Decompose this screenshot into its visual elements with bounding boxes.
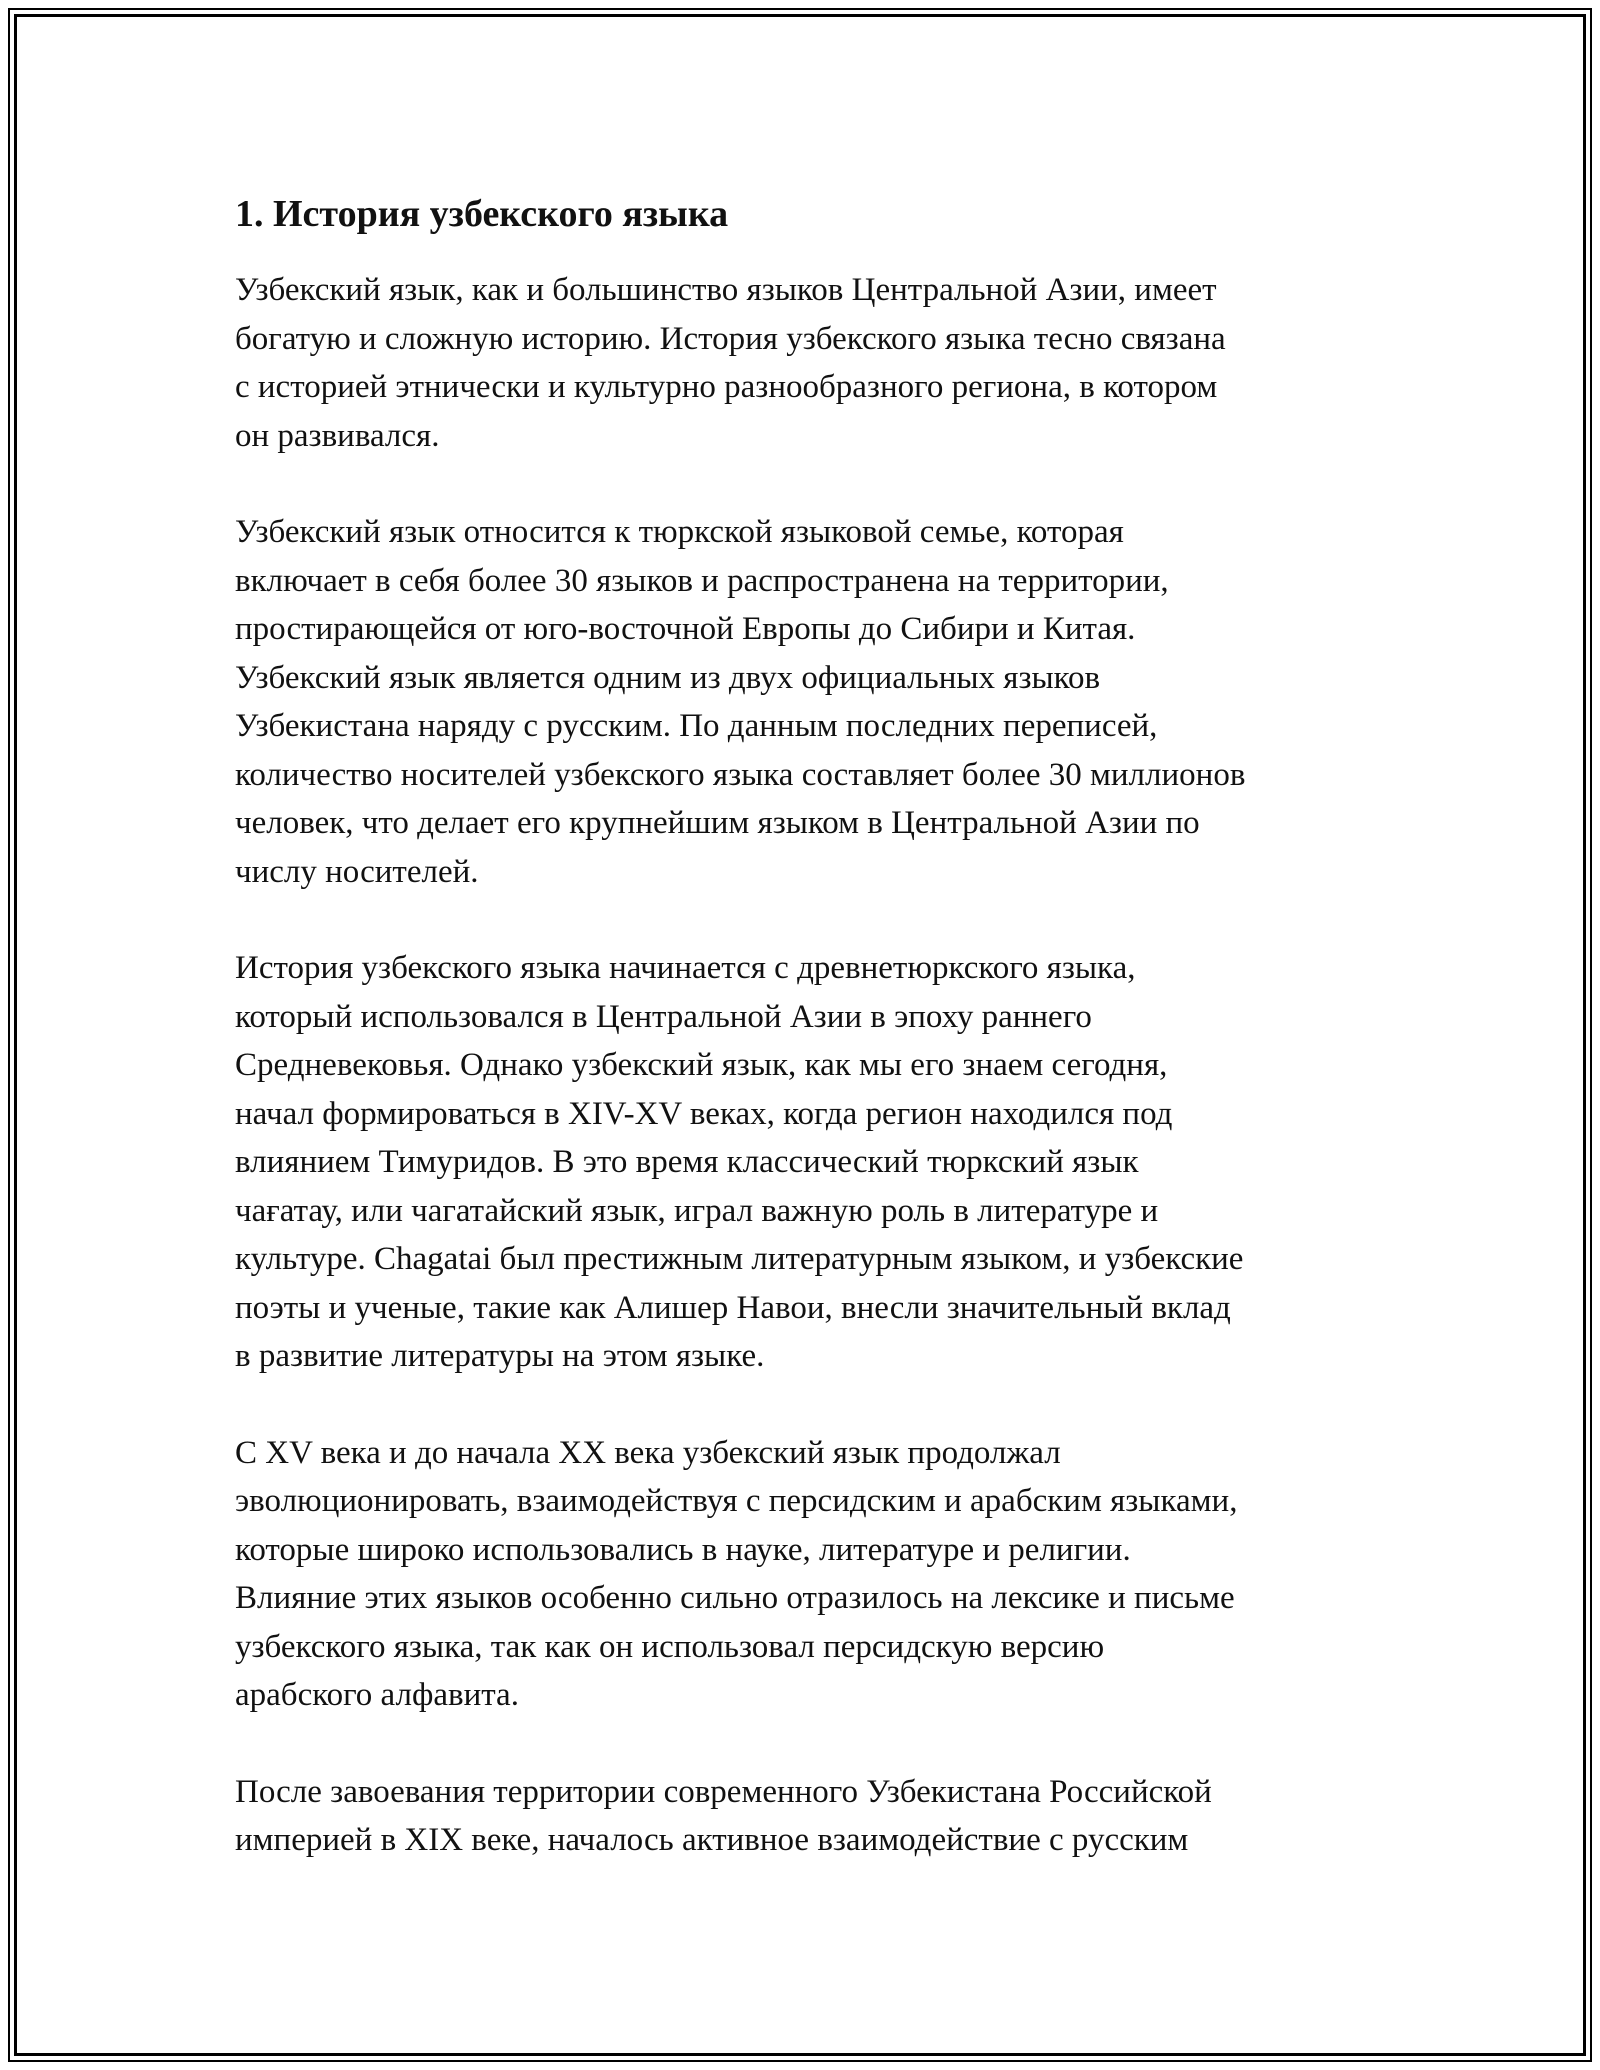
document-body [235,188,1375,1913]
text-line: империей в XIX веке, началось активное взаимодействие с русским [235,1822,1189,1858]
paragraph-2 [235,508,1375,896]
text-line: Средневековья. Однако узбекский язык, как мы его знаем сегодня, [235,1047,1168,1083]
paragraph-5 [235,1768,1375,1865]
text-line: История узбекского языка начинается с древнетюркского языка, [235,950,1136,986]
text-line: Узбекский язык, как и большинство языков Центральной Азии, имеет [235,272,1217,308]
text-line: в развитие литературы на этом языке. [235,1338,765,1374]
text-line: человек, что делает его крупнейшим языком в Центральной Азии по [235,805,1200,841]
text-line: эволюционировать, взаимодействуя с персидским и арабским языками, [235,1483,1238,1519]
text-line: количество носителей узбекского языка составляет более 30 миллионов [235,756,1246,793]
text-line: начал формироваться в XIV-XV веках, когда регион находился под [235,1095,1173,1132]
text-line: арабского алфавита. [235,1677,519,1713]
text-line: После завоевания территории современного Узбекистана Российской [235,1773,1212,1810]
paragraph-3 [235,944,1375,1381]
text-line: влиянием Тимуридов. В это время классический тюркский язык [235,1144,1139,1180]
text-line: включает в себя более 30 языков и распространена на территории, [235,562,1169,599]
text-line: Влияние этих языков особенно сильно отразилось на лексике и письме [235,1580,1235,1616]
paragraph-4 [235,1429,1375,1720]
text-line: с историей этнически и культурно разнообразного региона, в котором [235,369,1218,405]
text-line: Узбекский язык является одним из двух официальных языков [235,659,1101,696]
text-line: чағатау, или чагатайский язык, играл важную роль в литературе и [235,1192,1159,1229]
text-line: Узбекский язык относится к тюркской языковой семье, которая [235,514,1124,550]
text-line: простирающейся от юго-восточной Европы до Сибири и Китая. [235,611,1136,647]
paragraph-1 [235,266,1375,460]
text-line: которые широко использовались в науке, литературе и религии. [235,1531,1131,1568]
text-line: он развивался. [235,417,440,454]
text-line: богатую и сложную историю. История узбекского языка тесно связана [235,320,1226,357]
text-line: поэты и ученые, такие как Алишер Навои, внесли значительный вклад [235,1289,1231,1326]
text-line: культуре. Chagatai был престижным литературным языком, и узбекские [235,1241,1244,1277]
text-line: Узбекистана наряду с русским. По данным последних переписей, [235,708,1158,744]
text-line: который использовался в Центральной Азии в эпоху раннего [235,998,1092,1035]
text-line: узбекского языка, так как он использовал персидскую версию [235,1628,1105,1665]
text-line: числу носителей. [235,853,479,890]
text-line: С XV века и до начала XX века узбекский язык продолжал [235,1434,1061,1471]
section-heading: 1. История узбекского языка [235,193,729,235]
